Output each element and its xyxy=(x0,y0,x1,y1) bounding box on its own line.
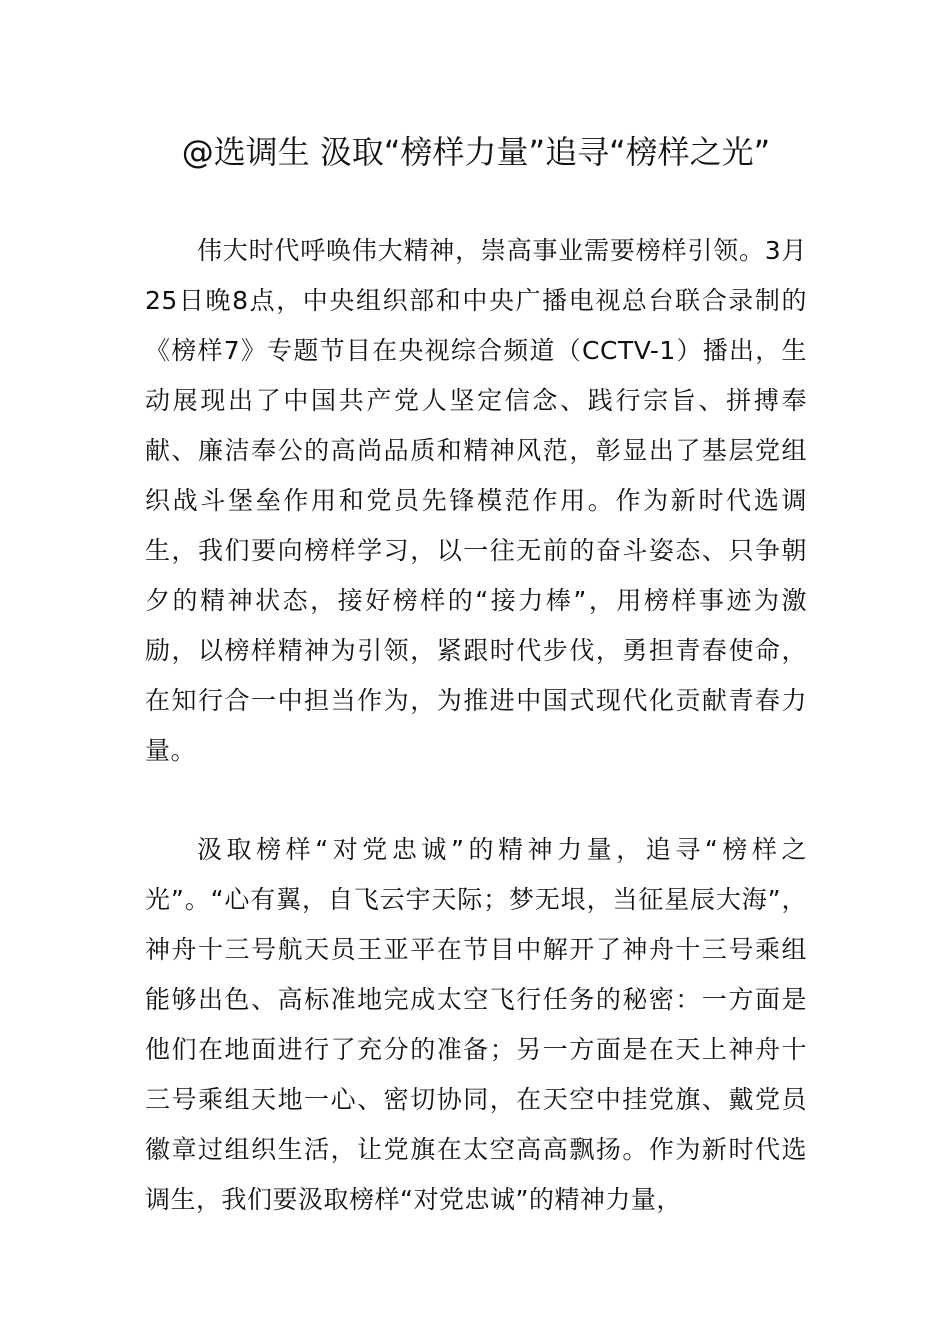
document-title: @选调生 汲取“榜样力量”追寻“榜样之光” xyxy=(181,133,771,171)
paragraph-1: 伟大时代呼唤伟大精神，崇高事业需要榜样引领。3月25日晚8点，中央组织部和中央广播电视总台联合录制的《榜样7》专题节目在央视综合频道（CCTV-1）播出，生动展现出了中国共产党人坚定信念、践行宗旨、拼搏奉献、廉洁奉公的高尚品质和精神风范，彰显出了基层党组织战斗堡垒作用和党员先锋模范作用。作为新时代选调生，我们要向榜样学习，以一往无前的奋斗姿态、只争朝夕的精神状态，接好榜样的“接力棒”，用榜样事迹为激励，以榜样精神为引领，紧跟时代步伐，勇担青春使命，在知行合一中担当作为，为推进中国式现代化贡献青春力量。 xyxy=(145,236,807,765)
paragraph-2: 汲取榜样“对党忠诚”的精神力量，追寻“榜样之光”。“心有翼，自飞云宇天际；梦无垠，当征星辰大海”，神舟十三号航天员王亚平在节目中解开了神舟十三号乘组能够出色、高标准地完成太空飞行任务的秘密：一方面是他们在地面进行了充分的准备；另一方面是在天上神舟十三号乘组天地一心、密切协同，在天空中挂党旗、戴党员徽章过组织生活，让党旗在太空高高飘扬。作为新时代选调生，我们要汲取榜样“对党忠诚”的精神力量， xyxy=(145,835,807,1214)
